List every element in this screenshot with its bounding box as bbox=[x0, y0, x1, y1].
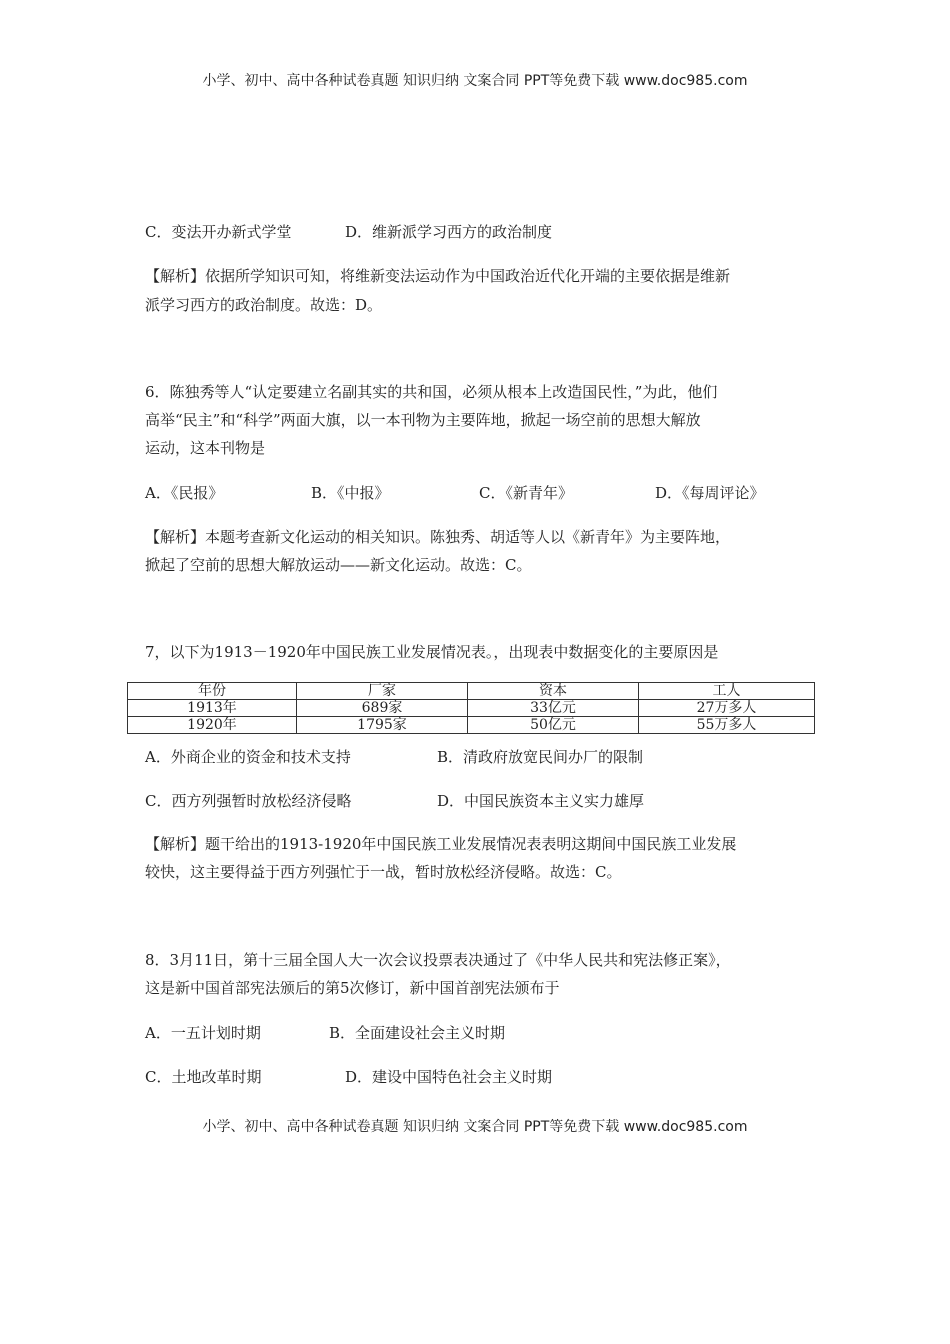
q8-stem-line-1: 8．3月11日，第十三届全国人大一次会议投票表决通过了《中华人民共和宪法修正案》， bbox=[145, 951, 731, 969]
q8-options-row-1 bbox=[145, 1022, 845, 1042]
q5-analysis-line-1: 【解析】依据所学知识可知，将维新变法运动作为中国政治近代化开端的主要依据是维新 bbox=[145, 267, 731, 285]
table-header-workers: 工人 bbox=[639, 683, 815, 700]
q8-option-a: A．一五计划时期 bbox=[145, 1024, 261, 1042]
q7-options-row-2 bbox=[145, 790, 845, 810]
page-header: 小学、初中、高中各种试卷真题 知识归纳 文案合同 PPT等免费下载 www.doc985.com bbox=[202, 73, 748, 89]
q7-option-a: A．外商企业的资金和技术支持 bbox=[145, 748, 351, 766]
q7-option-d: D．中国民族资本主义实力雄厚 bbox=[437, 792, 645, 810]
table-cell: 50亿元 bbox=[468, 717, 639, 734]
q6-options-row bbox=[145, 482, 845, 502]
q6-option-c: C．《新青年》 bbox=[479, 484, 573, 502]
q7-option-b: B．清政府放宽民间办厂的限制 bbox=[437, 748, 644, 766]
table-cell: 689家 bbox=[297, 700, 468, 717]
q6-option-b: B．《中报》 bbox=[311, 484, 390, 502]
table-cell: 33亿元 bbox=[468, 700, 639, 717]
q6-analysis-line-1: 【解析】本题考查新文化运动的相关知识。陈独秀、胡适等人以《新青年》为主要阵地， bbox=[145, 528, 731, 546]
q7-analysis-line-1: 【解析】题干给出的1913-1920年中国民族工业发展情况表表明这期间中国民族工业发展 bbox=[145, 835, 737, 853]
q5-option-c: C．变法开办新式学堂 bbox=[145, 223, 292, 241]
q6-analysis-line-2: 掀起了空前的思想大解放运动——新文化运动。故选：C。 bbox=[145, 556, 532, 574]
industry-table bbox=[127, 682, 815, 734]
table-cell: 27万多人 bbox=[639, 700, 815, 717]
table-cell: 1913年 bbox=[128, 700, 297, 717]
table-header-row bbox=[128, 683, 815, 700]
q8-option-d: D．建设中国特色社会主义时期 bbox=[345, 1068, 553, 1086]
q5-analysis-line-2: 派学习西方的政治制度。故选：D。 bbox=[145, 296, 383, 314]
q6-option-d: D．《每周评论》 bbox=[655, 484, 765, 502]
q7-stem: 7，以下为1913－1920年中国民族工业发展情况表。，出现表中数据变化的主要原因是 bbox=[145, 643, 719, 661]
table-row bbox=[128, 700, 815, 717]
table-header-year: 年份 bbox=[128, 683, 297, 700]
q5-options-row bbox=[145, 221, 845, 241]
q6-option-a: A．《民报》 bbox=[145, 484, 224, 502]
q6-stem-line-2: 高举“民主”和“科学”两面大旗，以一本刊物为主要阵地，掀起一场空前的思想大解放 bbox=[145, 411, 701, 429]
table-row bbox=[128, 717, 815, 734]
q8-option-c: C．土地改革时期 bbox=[145, 1068, 262, 1086]
table-cell: 55万多人 bbox=[639, 717, 815, 734]
table-header-factories: 厂家 bbox=[297, 683, 468, 700]
q8-stem-line-2: 这是新中国首部宪法颁后的第5次修订，新中国首剖宪法颁布于 bbox=[145, 979, 560, 997]
q8-options-row-2 bbox=[145, 1066, 845, 1086]
table-cell: 1795家 bbox=[297, 717, 468, 734]
q6-stem-line-3: 运动，这本刊物是 bbox=[145, 439, 266, 457]
table-header-capital: 资本 bbox=[468, 683, 639, 700]
q7-options-row-1 bbox=[145, 746, 845, 766]
q8-option-b: B．全面建设社会主义时期 bbox=[329, 1024, 506, 1042]
q6-stem-line-1: 6．陈独秀等人“认定要建立名副其实的共和国，必须从根本上改造国民性，”为此，他们 bbox=[145, 383, 718, 401]
page-footer: 小学、初中、高中各种试卷真题 知识归纳 文案合同 PPT等免费下载 www.doc985.com bbox=[202, 1119, 748, 1135]
q7-option-c: C．西方列强暂时放松经济侵略 bbox=[145, 792, 352, 810]
q5-option-d: D．维新派学习西方的政治制度 bbox=[345, 223, 553, 241]
table-cell: 1920年 bbox=[128, 717, 297, 734]
q7-analysis-line-2: 较快，这主要得益于西方列强忙于一战，暂时放松经济侵略。故选：C。 bbox=[145, 863, 622, 881]
